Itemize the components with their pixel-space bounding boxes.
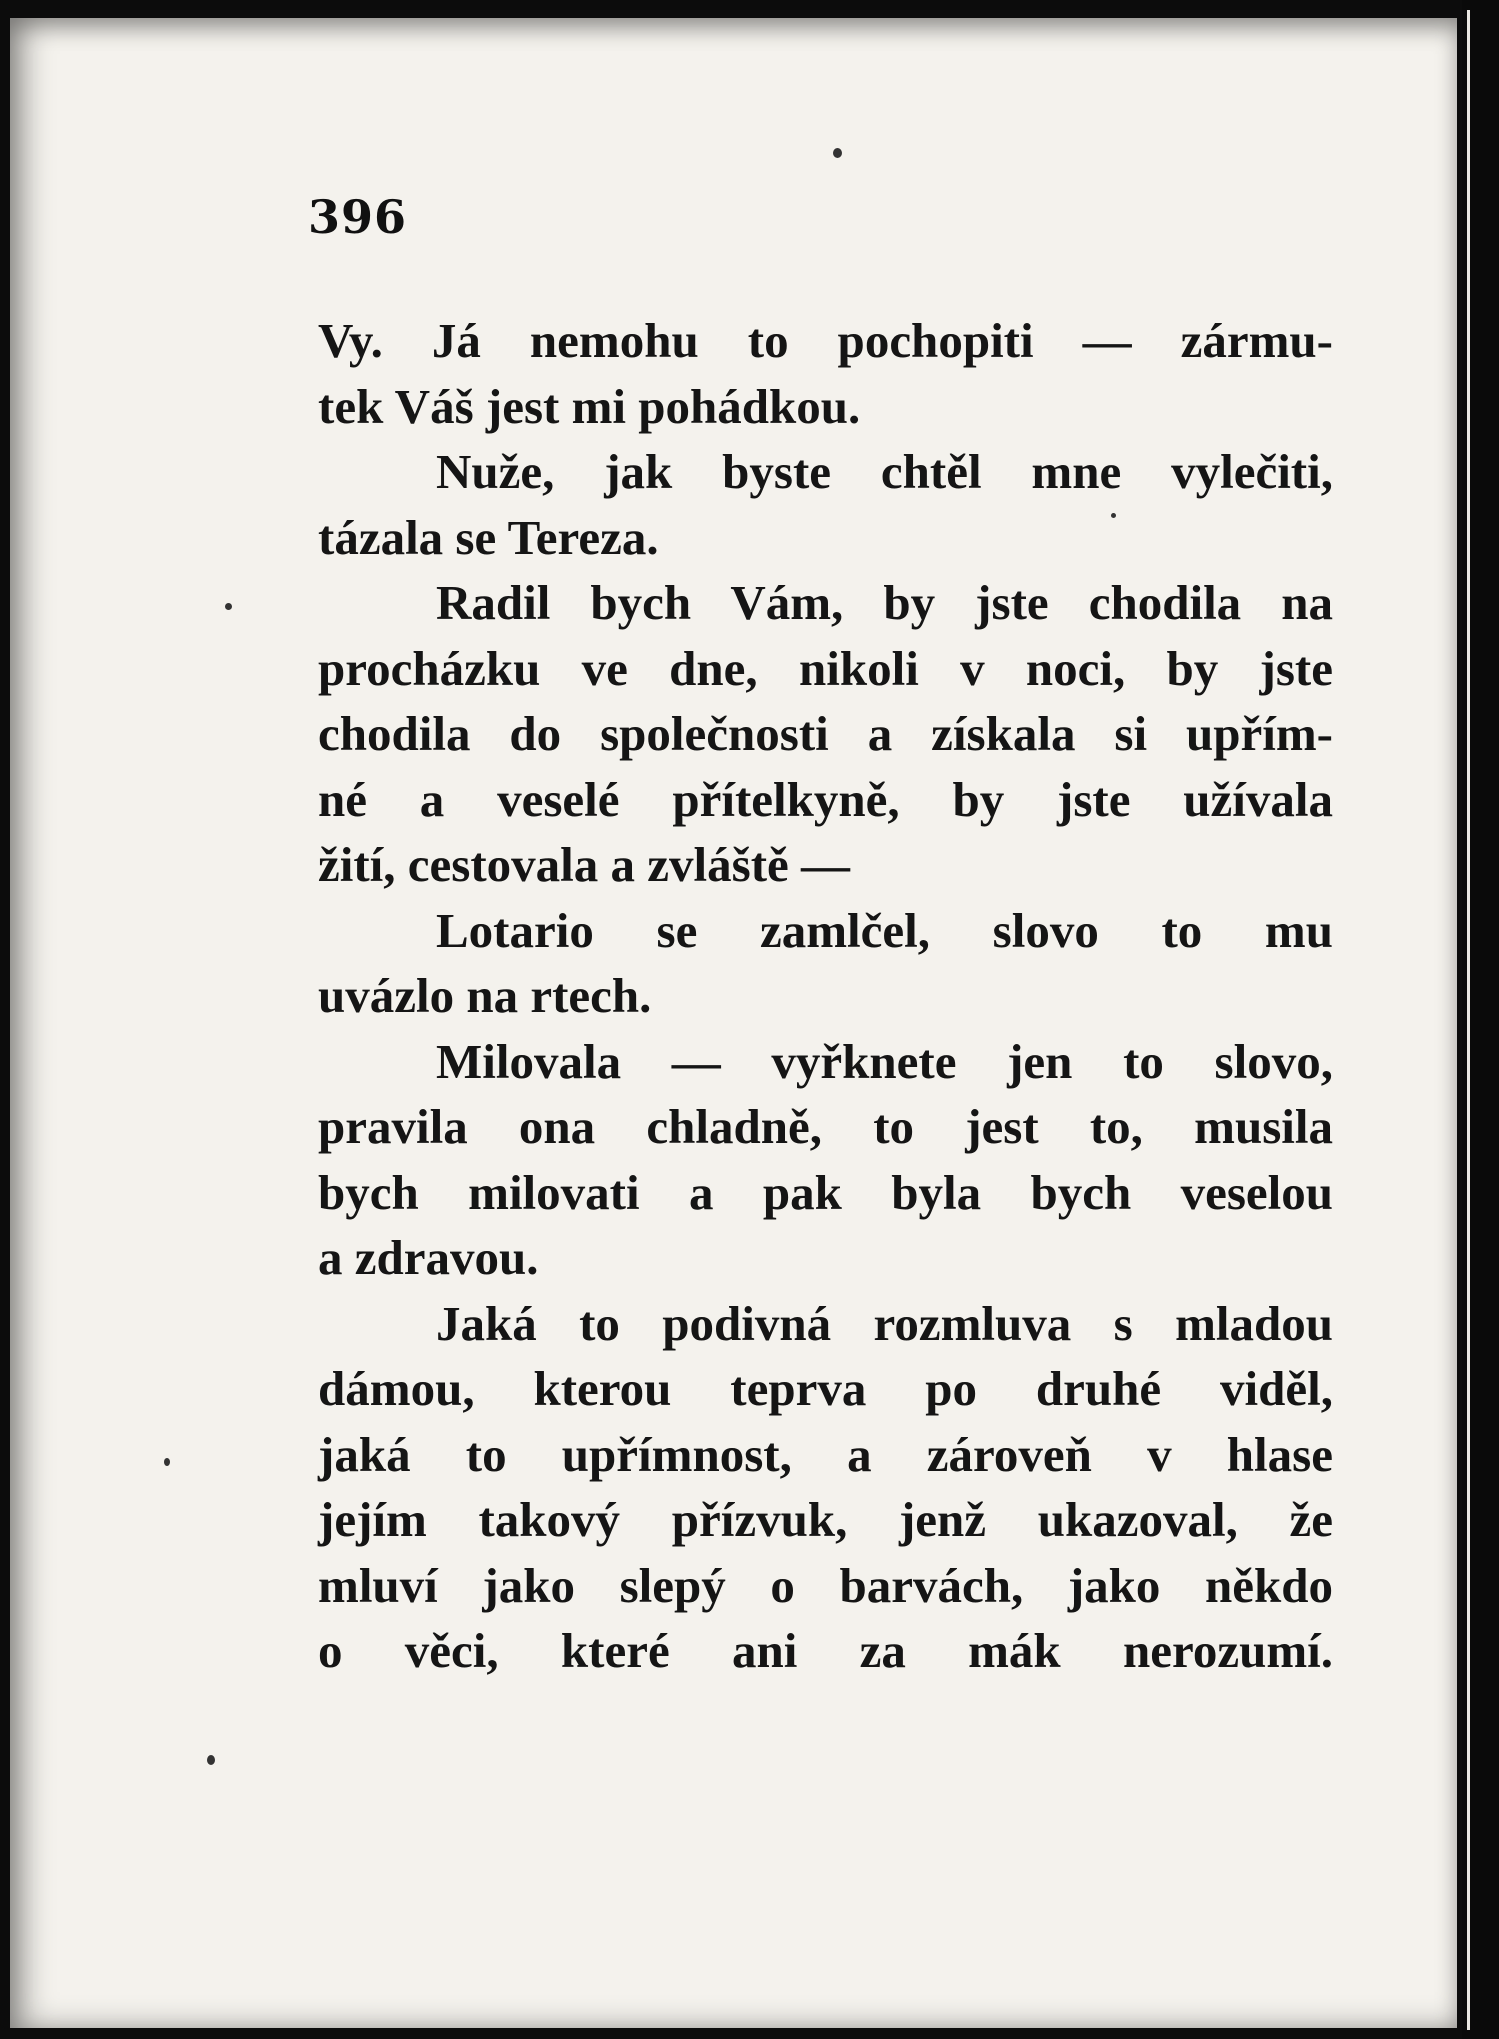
text-line: jaká to upřímnost, a zároveň v hlase: [318, 1426, 1333, 1482]
text-line: Jaká to podivná rozmluva s mladou: [436, 1295, 1333, 1351]
text-line: Radil bych Vám, by jste chodila na: [436, 575, 1333, 630]
text-line: bych milovati a pak byla bych veselou: [318, 1164, 1333, 1220]
text-line: a zdravou.: [318, 1230, 539, 1285]
text-line: dámou, kterou teprva po druhé viděl,: [318, 1361, 1333, 1416]
text-line: Milovala — vyřknete jen to slovo,: [436, 1033, 1333, 1089]
text-line: Vy. Já nemohu to pochopiti — zármu-: [318, 313, 1333, 368]
text-line: tázala se Tereza.: [318, 509, 659, 565]
text-line: o věci, které ani za mák nerozumí.: [318, 1623, 1333, 1678]
text-line: mluví jako slepý o barvách, jako někdo: [318, 1557, 1333, 1613]
text-line: procházku ve dne, nikoli v noci, by jste: [318, 640, 1333, 696]
scan-speck: [225, 603, 232, 610]
text-line: žití, cestovala a zvláště —: [318, 837, 851, 892]
text-line: tek Váš jest mi pohádkou.: [318, 378, 861, 434]
text-line: uvázlo na rtech.: [318, 968, 652, 1023]
text-line: Lotario se zamlčel, slovo to mu: [436, 902, 1333, 958]
text-line: Nuže, jak byste chtěl mne vylečiti,: [436, 444, 1333, 499]
scan-speck: [833, 148, 842, 158]
page-number: 396: [308, 190, 408, 244]
text-line: jejím takový přízvuk, jenž ukazoval, že: [318, 1492, 1333, 1547]
text-line: pravila ona chladně, to jest to, musila: [318, 1099, 1333, 1154]
scan-speck: [207, 1755, 215, 1765]
text-line: né a veselé přítelkyně, by jste užívala: [318, 771, 1333, 827]
scan-speck: [164, 1458, 170, 1466]
body-text: [318, 308, 1333, 1684]
adjacent-page-edge: [1467, 10, 1470, 2030]
text-line: chodila do společnosti a získala si upřím-: [318, 706, 1333, 761]
